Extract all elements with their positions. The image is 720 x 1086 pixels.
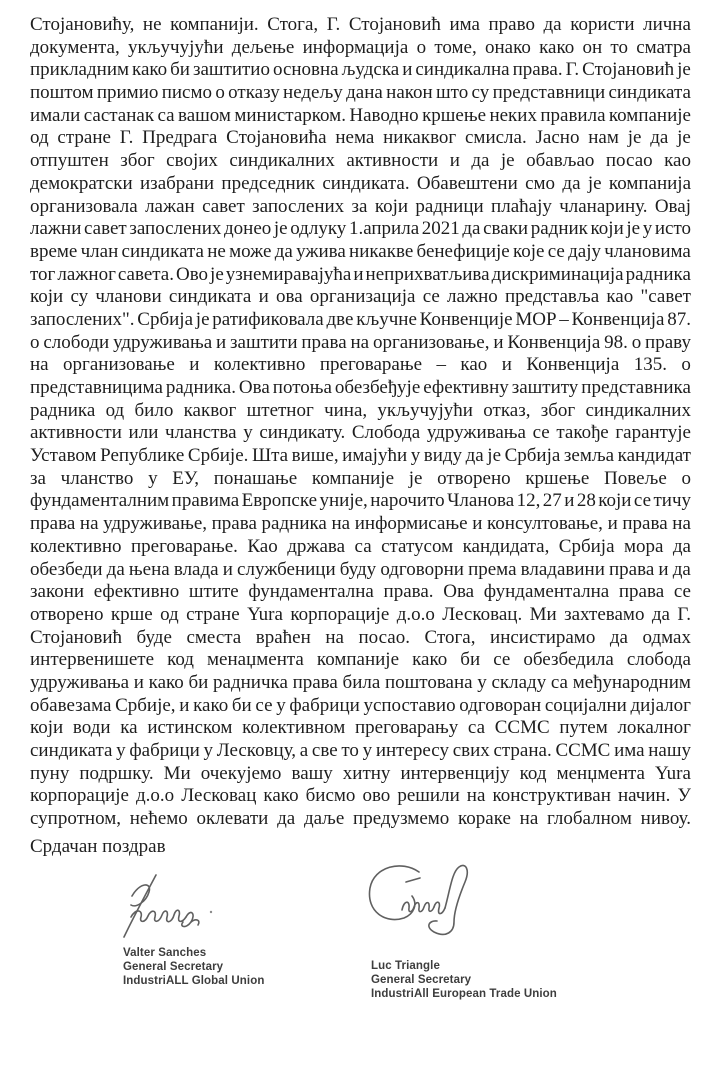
- letter-line: Стојановић буде сместа враћен на посао. Стога, инсистирамо да одмах: [30, 626, 691, 648]
- luc-triangle-handwritten-signature-icon: [362, 860, 477, 948]
- letter-line: лажни савет запослених донео је одлуку 1.априла 2021 да сваки радник који је у исто: [30, 218, 691, 240]
- letter-body: [30, 14, 691, 831]
- letter-line: који су чланови синдиката и ова организација се лажно представља као "савет: [30, 286, 691, 308]
- letter-line: обезбеди да њена влада и службеници буду одговорни према владавини права и да: [30, 558, 691, 580]
- letter-line: који води ка истинском колективном преговарању са ССМС путем локалног: [30, 717, 691, 739]
- letter-line: за чланство у ЕУ, понашање компаније је отворено кршење Повеље о: [30, 467, 691, 489]
- letter-line: Стојановићу, не компанији. Стога, Г. Стојановић има право да користи лична: [30, 14, 691, 35]
- letter-line: документа, укључујући дељење информација о томе, онако како он то сматра: [30, 36, 691, 58]
- signer-organization: IndustriALL Global Union: [123, 974, 265, 987]
- letter-line: о слободи удруживања и заштити права на организовање, и Конвенција 98. о праву: [30, 331, 691, 353]
- letter-line: прикладним како би заштитио основна људска и синдикална права. Г. Стојановић је: [30, 59, 691, 81]
- letter-line: фундаменталним правима Европске уније, нарочито Чланова 12, 27 и 28 који се тичу: [30, 490, 691, 512]
- letter-line: колективно преговарање. Као држава са статусом кандидата, Србија мора да: [30, 535, 691, 557]
- valter-sanches-handwritten-signature-icon: [118, 872, 218, 942]
- letter-line: активности или чланства у синдикату. Слобода удруживања се такође гарантује: [30, 422, 691, 444]
- letter-line: обавезама Србије, и како би се у фабрици успоставио одговоран социјални дијалог: [30, 694, 691, 716]
- letter-line: поштом примио писмо о отказу недељу дана након што су представници синдиката: [30, 82, 691, 104]
- letter-line: демократски изабрани председник синдиката. Обавештени смо да је компанија: [30, 172, 691, 194]
- letter-line: време члан синдиката не може да ужива никакве бенефиције које се дају члановима: [30, 240, 691, 262]
- letter-line: Уставом Републике Србије. Шта више, имајући у виду да је Србија земља кандидат: [30, 445, 691, 467]
- letter-line: корпорације д.о.о Лесковац како бисмо ово решили на конструктиван начин. У: [30, 785, 691, 807]
- letter-line: на организовање и колективно преговарање – као и Конвенција 135. о: [30, 354, 691, 376]
- signer-title: General Secretary: [123, 960, 224, 973]
- letter-line: синдиката у фабрици у Лесковцу, а све то у интересу свих страна. ССМС има нашу: [30, 740, 691, 761]
- letter-line: од стране Г. Предрага Стојановића нема никаквог смисла. Јасно нам је да је: [30, 127, 691, 149]
- letter-line: отворено крше од стране Yura корпорације д.о.о Лесковац. Ми захтевамо да Г.: [30, 603, 691, 625]
- letter-line: организовала лажан савет запослених за који радници плаћају чланарину. Овај: [30, 195, 691, 217]
- letter-line: радника од било каквог штетног чина, укључујући отказ, због синдикалних: [30, 399, 691, 421]
- letter-line: супротном, нећемо оклевати да даље предузмемо кораке на глобалном нивоу.: [30, 808, 691, 830]
- signer-name: Valter Sanches: [123, 947, 207, 959]
- letter-line: пуну подршку. Ми очекујемо вашу хитну интервенцију код менџмента Yura: [30, 762, 691, 784]
- closing-salutation: Срдачан поздрав: [30, 836, 166, 857]
- letter-line: отпуштен због својих синдикалних активности и да је обављао посао као: [30, 150, 691, 172]
- letter-line: тог лажног савета. Ово је узнемиравајућа и неприхватљива дискриминација радника: [30, 263, 691, 285]
- letter-line: имали састанак са вашом министарком. Наводно кршење неких правила компаније: [30, 104, 691, 126]
- letter-line: интервенишете код менаџмента компаније како би се обезбедила слобода: [30, 649, 691, 671]
- letter-line: представницима радника. Ова потоња обезбеђује ефективну заштиту представника: [30, 377, 691, 398]
- letter-line: удруживања и како би радничка права била поштована у складу са међународним: [30, 671, 691, 693]
- signer-title: General Secretary: [371, 973, 472, 986]
- letter-line: запослених". Србија је ратификовала две кључне Конвенције МОР – Конвенција 87.: [30, 308, 691, 330]
- letter-line: права на удруживање, права радника на информисање и консултовање, и права на: [30, 513, 691, 535]
- signer-block-valter-sanches: [123, 947, 264, 988]
- signer-name: Luc Triangle: [371, 960, 440, 972]
- signer-organization: IndustriAll European Trade Union: [371, 987, 557, 1000]
- signer-block-luc-triangle: [371, 960, 557, 1001]
- letter-line: закони ефективно штите фундаментална права. Ова фундаментална права се: [30, 581, 691, 603]
